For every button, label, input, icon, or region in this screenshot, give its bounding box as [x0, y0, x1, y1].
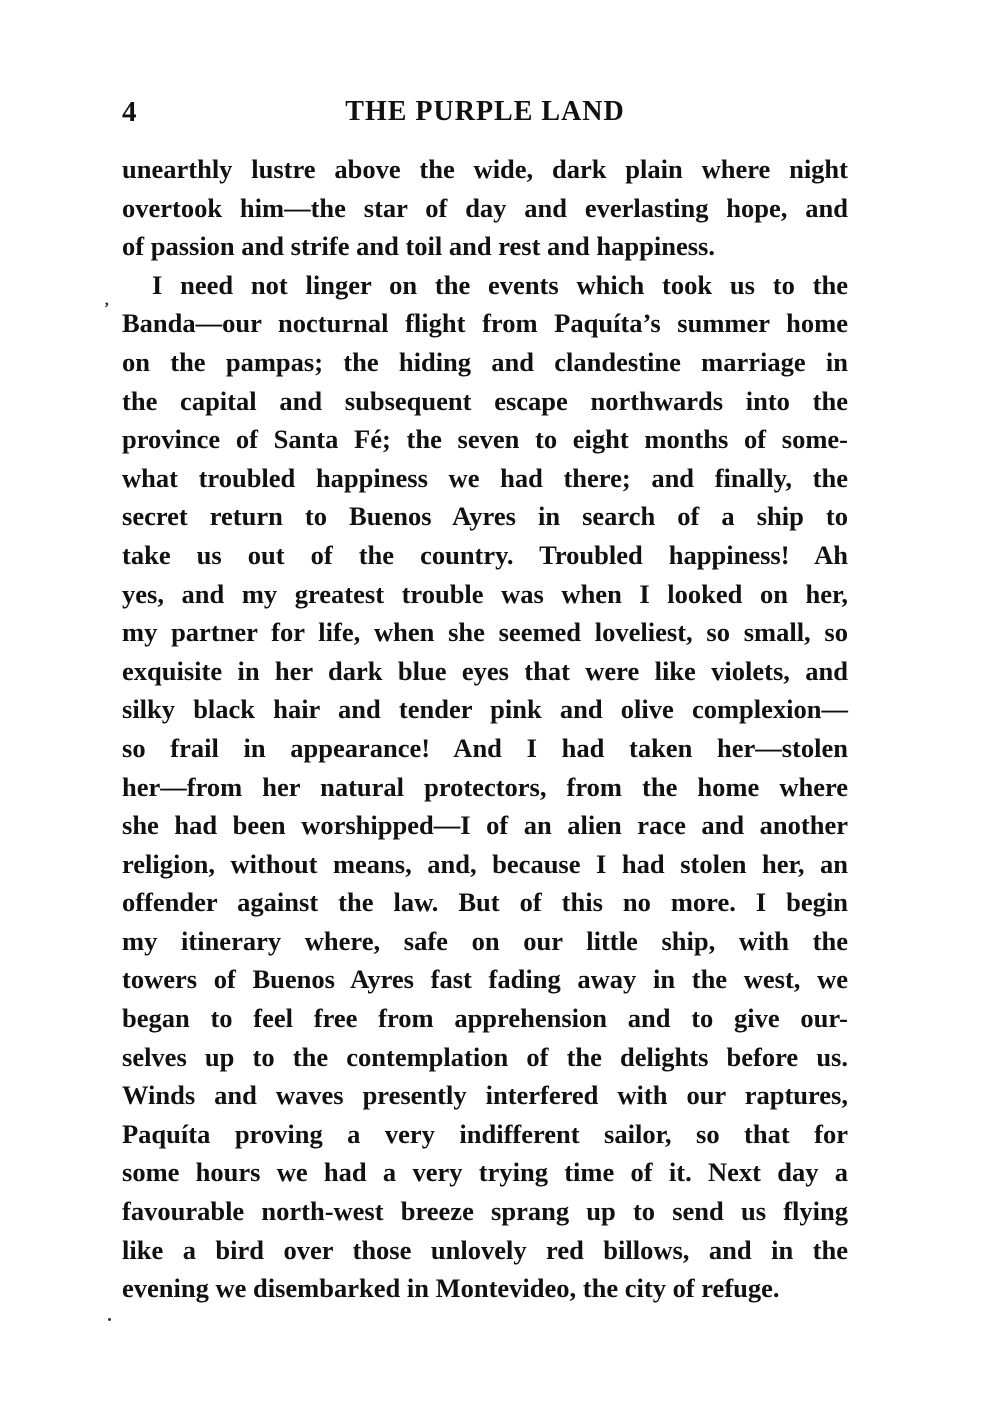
running-title: THE PURPLE LAND — [345, 96, 625, 127]
text-line: my itinerary where, safe on our little ship, with the — [122, 925, 848, 956]
margin-mark: ’ — [104, 300, 110, 317]
text-line: silky black hair and tender pink and olive complexion— — [122, 694, 848, 725]
text-line: Winds and waves presently interfered with our raptures, — [122, 1080, 848, 1111]
text-line: like a bird over those unlovely red billows, and in the — [122, 1234, 848, 1265]
text-line: on the pampas; the hiding and clandestine marriage in — [122, 346, 848, 377]
text-line: secret return to Buenos Ayres in search of a ship to — [122, 501, 848, 532]
body-text — [122, 150, 848, 1308]
text-line: exquisite in her dark blue eyes that were like violets, and — [122, 655, 848, 686]
text-line: favourable north-west breeze sprang up to send us flying — [122, 1196, 848, 1227]
text-line: selves up to the contemplation of the delights before us. — [122, 1041, 848, 1072]
page-number: 4 — [122, 96, 137, 128]
text-line: the capital and subsequent escape northwards into the — [122, 385, 848, 416]
text-line: some hours we had a very trying time of it. Next day a — [122, 1157, 848, 1188]
text-line: take us out of the country. Troubled happiness! Ah — [122, 539, 848, 570]
text-line: began to feel free from apprehension and to give our- — [122, 1003, 848, 1034]
text-line: province of Santa Fé; the seven to eight months of some- — [122, 424, 848, 455]
text-line: religion, without means, and, because I had stolen her, an — [122, 848, 848, 879]
text-line: offender against the law. But of this no more. I begin — [122, 887, 848, 918]
text-line: my partner for life, when she seemed loveliest, so small, so — [122, 617, 848, 648]
text-line: yes, and my greatest trouble was when I looked on her, — [122, 578, 848, 609]
text-line: towers of Buenos Ayres fast fading away in the west, we — [122, 964, 848, 995]
text-line: I need not linger on the events which took us to the — [152, 269, 848, 300]
text-line: so frail in appearance! And I had taken her—stolen — [122, 732, 848, 763]
text-line: she had been worshipped—I of an alien race and another — [122, 810, 848, 841]
text-line: unearthly lustre above the wide, dark plain where night — [122, 154, 848, 184]
text-line: of passion and strife and toil and rest and happiness. — [122, 231, 715, 262]
text-line: overtook him—the star of day and everlasting hope, and — [122, 192, 848, 223]
margin-dot — [108, 1318, 111, 1321]
text-line: evening we disembarked in Montevideo, the city of refuge. — [122, 1273, 780, 1304]
text-line: her—from her natural protectors, from the home where — [122, 771, 848, 802]
page-header — [122, 96, 848, 136]
text-line: what troubled happiness we had there; and finally, the — [122, 462, 848, 493]
text-line: Paquíta proving a very indifferent sailor, so that for — [122, 1118, 848, 1149]
text-line: Banda—our nocturnal flight from Paquíta’s summer home — [122, 308, 848, 339]
